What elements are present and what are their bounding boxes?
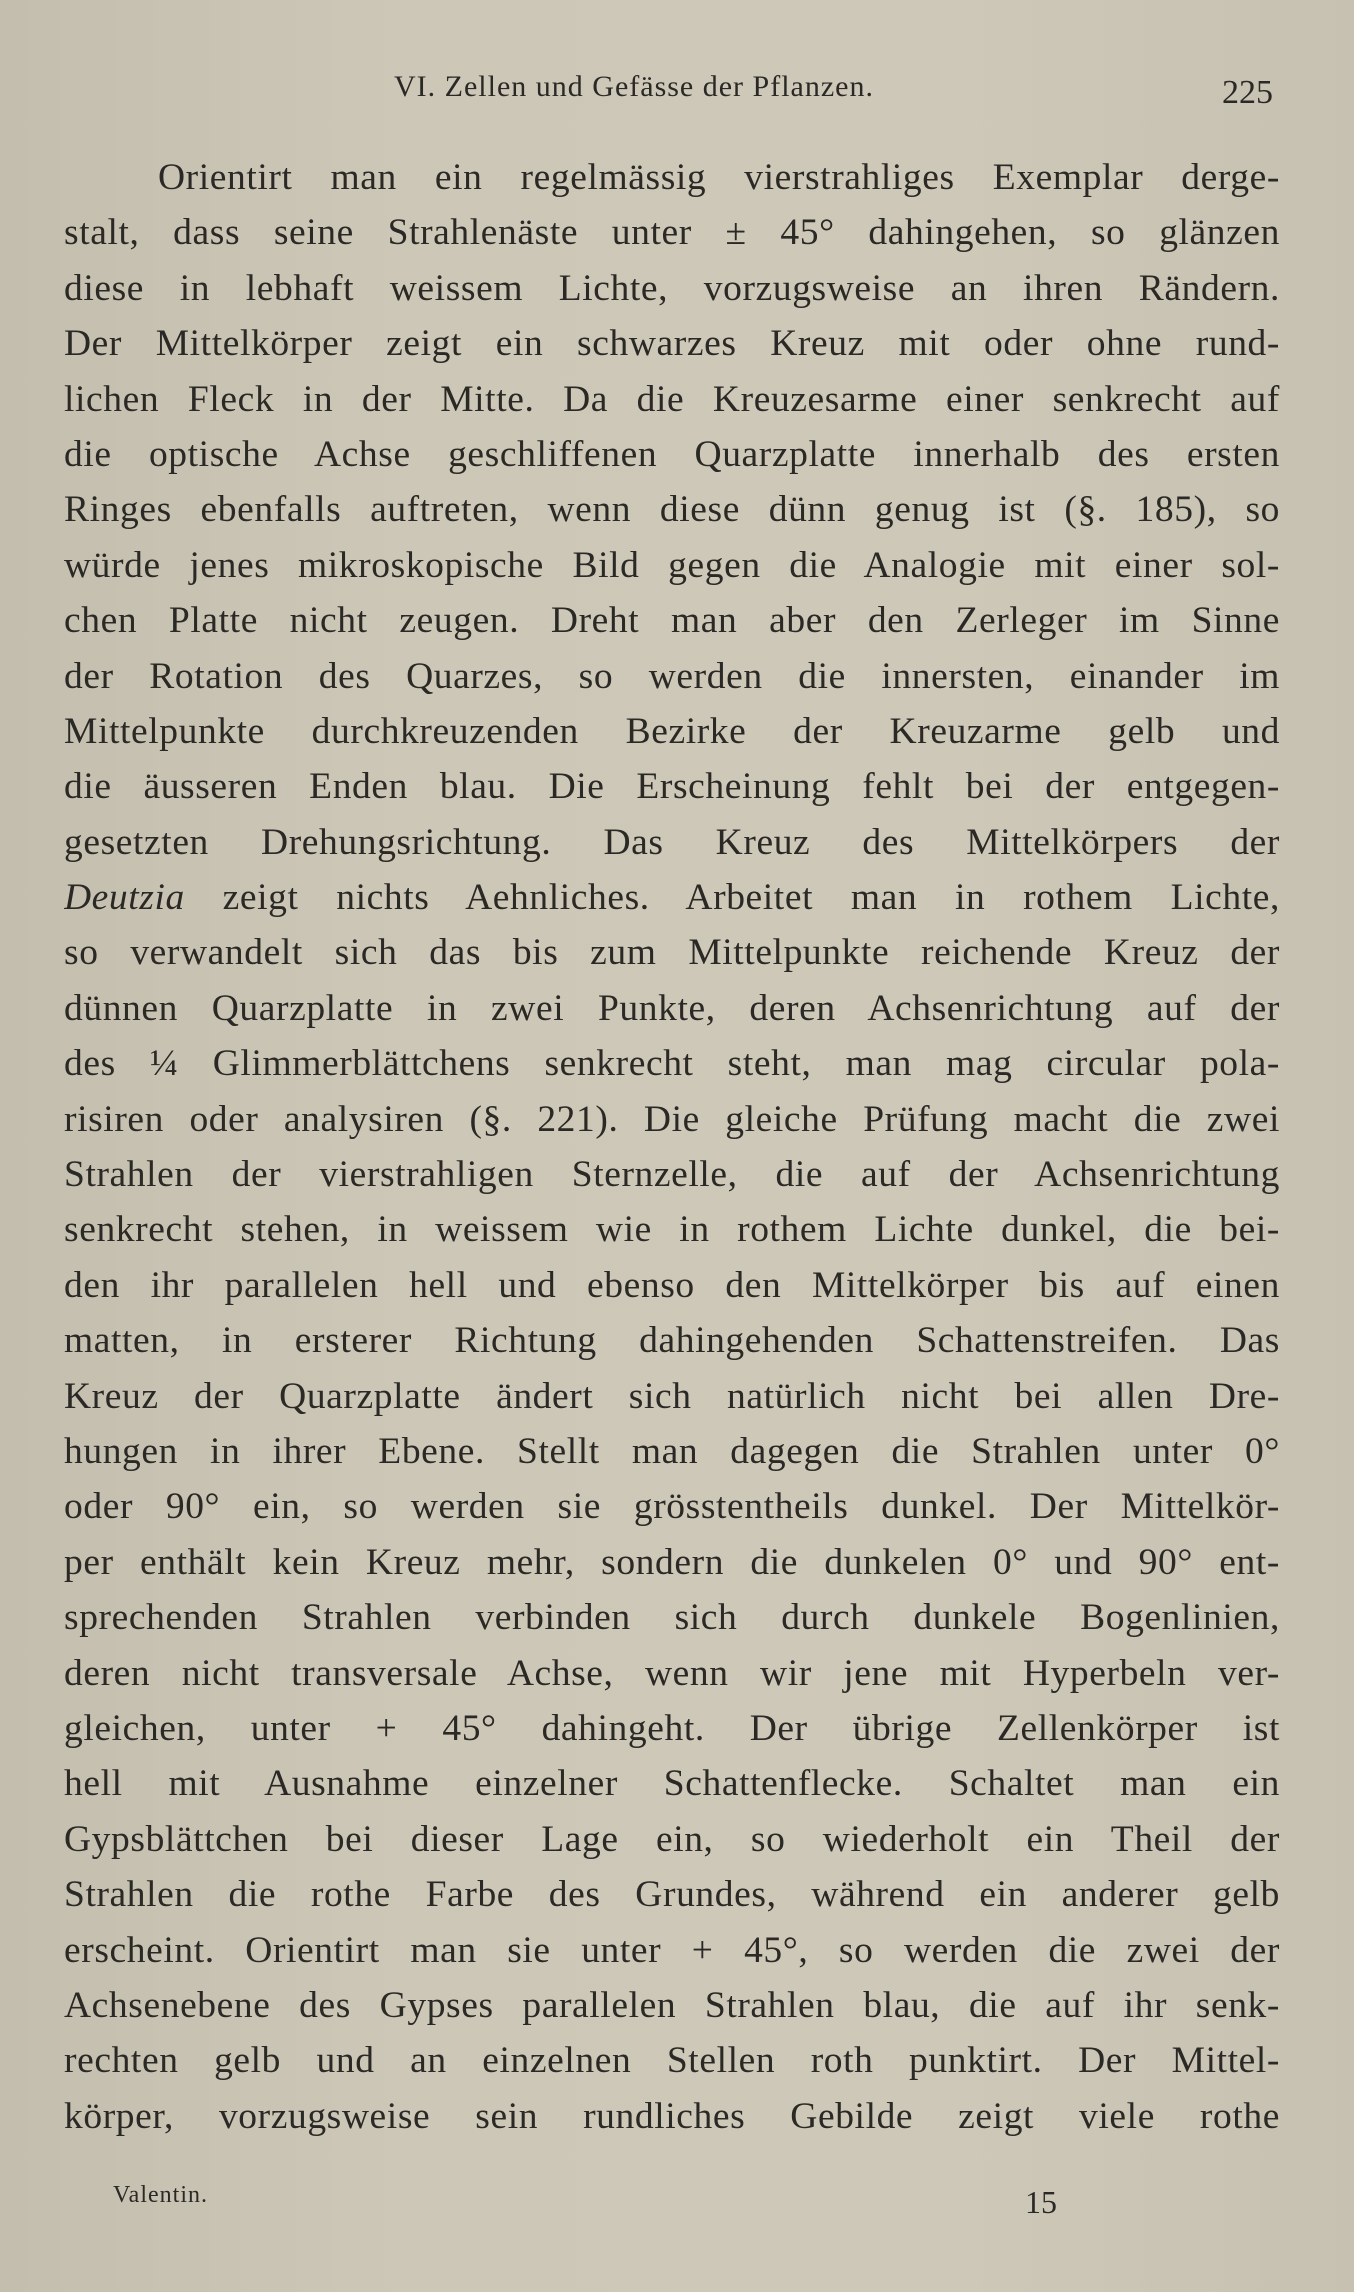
text-line: hungen in ihrer Ebene. Stellt man dagegen die Strahlen unter 0°: [64, 1430, 1280, 1472]
text-line: Orientirt man ein regelmässig vierstrahliges Exemplar derge-: [158, 157, 1280, 198]
text-line: körper, vorzugsweise sein rundliches Gebilde zeigt viele rothe: [64, 2095, 1280, 2137]
text-line: Strahlen der vierstrahligen Sternzelle, die auf der Achsenrichtung: [64, 1154, 1280, 1196]
text-line: die äusseren Enden blau. Die Erscheinung fehlt bei der entgegen-: [64, 766, 1280, 808]
text-line: Der Mittelkörper zeigt ein schwarzes Kreuz mit oder ohne rund-: [64, 323, 1280, 365]
text-line: matten, in ersterer Richtung dahingehenden Schattenstreifen. Das: [64, 1320, 1280, 1362]
text-line: Ringes ebenfalls auftreten, wenn diese dünn genug ist (§. 185), so: [64, 489, 1280, 531]
text-line: rechten gelb und an einzelnen Stellen roth punktirt. Der Mittel-: [64, 2040, 1280, 2082]
text-line: oder 90° ein, so werden sie grösstentheils dunkel. Der Mittelkör-: [64, 1486, 1280, 1528]
text-line: den ihr parallelen hell und ebenso den Mittelkörper bis auf einen: [64, 1264, 1280, 1306]
text-line: Mittelpunkte durchkreuzenden Bezirke der Kreuzarme gelb und: [64, 710, 1280, 752]
body-paragraph: [64, 150, 1280, 2144]
page-header: [0, 62, 1354, 122]
text-line: sprechenden Strahlen verbinden sich durch dunkele Bogenlinien,: [64, 1597, 1280, 1639]
text-line: per enthält kein Kreuz mehr, sondern die dunkelen 0° und 90° ent-: [64, 1541, 1280, 1583]
text-line: hell mit Ausnahme einzelner Schattenflecke. Schaltet man ein: [64, 1763, 1280, 1805]
page-footer: [0, 2170, 1354, 2230]
text-line: die optische Achse geschliffenen Quarzplatte innerhalb des ersten: [64, 433, 1280, 475]
text-line: lichen Fleck in der Mitte. Da die Kreuzesarme einer senkrecht auf: [64, 378, 1280, 420]
text-line: risiren oder analysiren (§. 221). Die gleiche Prüfung macht die zwei: [64, 1098, 1280, 1140]
text-line: dünnen Quarzplatte in zwei Punkte, deren Achsenrichtung auf der: [64, 987, 1280, 1029]
author-name: Valentin.: [113, 2182, 208, 2208]
running-title: VI. Zellen und Gefässe der Pflanzen.: [394, 70, 874, 103]
text-line: deren nicht transversale Achse, wenn wir jene mit Hyperbeln ver-: [64, 1652, 1280, 1694]
signature-mark: 15: [1025, 2184, 1057, 2220]
text-line: Achsenebene des Gypses parallelen Strahlen blau, die auf ihr senk-: [64, 1984, 1280, 2026]
text-line: würde jenes mikroskopische Bild gegen die Analogie mit einer sol-: [64, 544, 1280, 586]
text-line: erscheint. Orientirt man sie unter + 45°, so werden die zwei der: [64, 1929, 1280, 1971]
page-number: 225: [1222, 74, 1273, 111]
text-line: der Rotation des Quarzes, so werden die innersten, einander im: [64, 655, 1280, 697]
text-line: des ¼ Glimmerblättchens senkrecht steht, man mag circular pola-: [64, 1043, 1280, 1085]
text-line: so verwandelt sich das bis zum Mittelpunkte reichende Kreuz der: [64, 932, 1280, 974]
text-line: Strahlen die rothe Farbe des Grundes, während ein anderer gelb: [64, 1874, 1280, 1916]
text-line: diese in lebhaft weissem Lichte, vorzugsweise an ihren Rändern.: [64, 267, 1280, 309]
text-line: chen Platte nicht zeugen. Dreht man aber den Zerleger im Sinne: [64, 600, 1280, 642]
text-line: Deutzia zeigt nichts Aehnliches. Arbeitet man in rothem Lichte,: [64, 877, 1280, 919]
text-line: Kreuz der Quarzplatte ändert sich natürlich nicht bei allen Dre-: [64, 1375, 1280, 1417]
text-line: stalt, dass seine Strahlenäste unter ± 45° dahingehen, so glänzen: [64, 212, 1280, 254]
text-line: gleichen, unter + 45° dahingeht. Der übrige Zellenkörper ist: [64, 1707, 1280, 1749]
text-line: gesetzten Drehungsrichtung. Das Kreuz des Mittelkörpers der: [64, 821, 1280, 863]
text-line: senkrecht stehen, in weissem wie in rothem Lichte dunkel, die bei-: [64, 1209, 1280, 1251]
text-line: Gypsblättchen bei dieser Lage ein, so wiederholt ein Theil der: [64, 1818, 1280, 1860]
italic-genus-name: Deutzia: [64, 877, 185, 919]
